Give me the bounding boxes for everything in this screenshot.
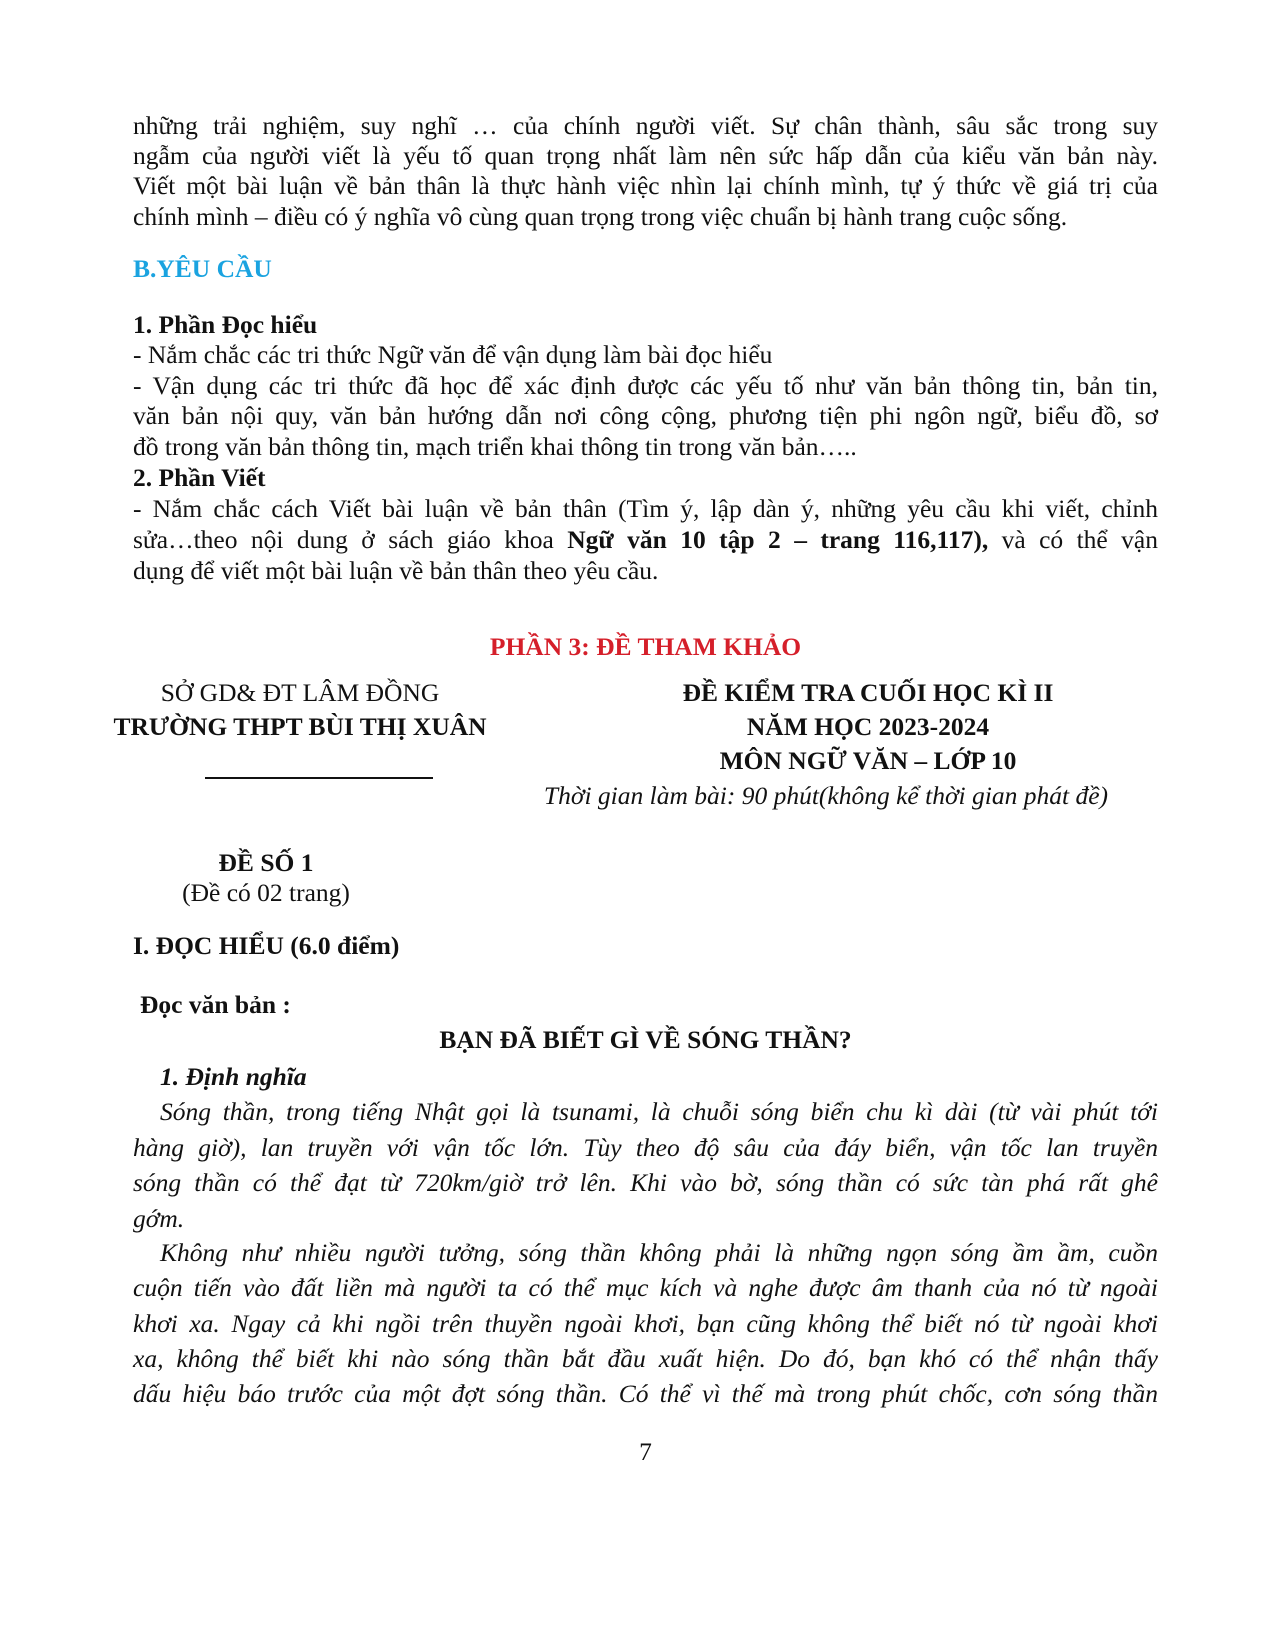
- part1-line: đồ trong văn bản thông tin, mạch triển khai thông tin trong văn bản…..: [133, 432, 857, 461]
- definition-subheading: 1. Định nghĩa: [160, 1062, 307, 1091]
- passage-line: cuộn tiến vào đất liền mà người ta có thể mục kích và nghe được âm thanh của nó từ ngoài: [133, 1273, 1158, 1302]
- passage-line: gớm.: [133, 1204, 185, 1233]
- section-b-heading: B.YÊU CẦU: [133, 254, 272, 283]
- subject-grade: MÔN NGỮ VĂN – LỚP 10: [719, 746, 1017, 775]
- intro-line: Viết một bài luận về bản thân là thực hành việc nhìn lại chính mình, tự ý thức về giá trị của: [133, 171, 1158, 200]
- part2-line: dụng để viết một bài luận về bản thân theo yêu cầu.: [133, 556, 659, 585]
- part1-line: văn bản nội quy, văn bản hướng dẫn nơi công cộng, phương tiện phi ngôn ngữ, biểu đồ, sơ: [133, 401, 1158, 430]
- passage-line: xa, không thể biết khi nào sóng thần bắt đầu xuất hiện. Do đó, bạn khó có thể nhận thấy: [133, 1344, 1158, 1373]
- department-name: SỞ GD& ĐT LÂM ĐỒNG: [160, 678, 440, 707]
- page-number: 7: [639, 1437, 652, 1466]
- school-name: TRƯỜNG THPT BÙI THỊ XUÂN: [113, 712, 487, 741]
- passage-line: Sóng thần, trong tiếng Nhật gọi là tsunami, là chuỗi sóng biển chu kì dài (từ vài phút tới: [160, 1097, 1158, 1126]
- part2-title: 2. Phần Viết: [133, 463, 266, 492]
- exam-page-count: (Đề có 02 trang): [182, 878, 350, 907]
- passage-line: khơi xa. Ngay cả khi ngồi trên thuyền ngoài khơi, bạn cũng không thể biết nó từ ngoài khơi: [133, 1309, 1158, 1338]
- exam-number: ĐỀ SỐ 1: [218, 848, 314, 877]
- time-allowed: Thời gian làm bài: 90 phút(không kể thời gian phát đề): [543, 781, 1108, 810]
- school-underline: [205, 777, 433, 779]
- exam-title: ĐỀ KIỂM TRA CUỐI HỌC KÌ II: [682, 678, 1054, 707]
- part1-line: - Nắm chắc các tri thức Ngữ văn để vận dụng làm bài đọc hiểu: [133, 340, 773, 369]
- part1-line: - Vận dụng các tri thức đã học để xác định được các yếu tố như văn bản thông tin, bản tin,: [133, 371, 1158, 400]
- read-label: Đọc văn bản :: [140, 990, 291, 1019]
- part3-heading: PHẦN 3: ĐỀ THAM KHẢO: [489, 632, 802, 661]
- passage-title: BẠN ĐÃ BIẾT GÌ VỀ SÓNG THẦN?: [439, 1025, 852, 1054]
- part2-text: và có thể vận: [988, 525, 1158, 554]
- part1-title: 1. Phần Đọc hiểu: [133, 310, 318, 339]
- reading-section-heading: I. ĐỌC HIỂU (6.0 điểm): [133, 931, 400, 960]
- passage-line: hàng giờ), lan truyền với vận tốc lớn. Tùy theo độ sâu của đáy biển, vận tốc lan truyền: [133, 1133, 1158, 1162]
- school-year: NĂM HỌC 2023-2024: [746, 712, 990, 741]
- part2-text: sửa…theo nội dung ở sách giáo khoa: [133, 525, 568, 554]
- passage-line: Không như nhiều người tưởng, sóng thần không phải là những ngọn sóng ầm ầm, cuồn: [160, 1238, 1158, 1267]
- passage-line: sóng thần có thể đạt từ 720km/giờ trở lên. Khi vào bờ, sóng thần có sức tàn phá rất ghê: [133, 1168, 1158, 1197]
- intro-line: ngẫm của người viết là yếu tố quan trọng nhất làm nên sức hấp dẫn của kiểu văn bản này.: [133, 141, 1158, 170]
- part2-line-mixed: [133, 524, 1158, 556]
- intro-line: những trải nghiệm, suy nghĩ … của chính người viết. Sự chân thành, sâu sắc trong suy: [133, 111, 1158, 140]
- passage-line: dấu hiệu báo trước của một đợt sóng thần. Có thể vì thế mà trong phút chốc, cơn sóng thần: [133, 1379, 1158, 1408]
- part2-line: - Nắm chắc cách Viết bài luận về bản thân (Tìm ý, lập dàn ý, những yêu cầu khi viết, chỉnh: [133, 494, 1158, 523]
- textbook-reference: Ngữ văn 10 tập 2 – trang 116,117),: [567, 525, 989, 554]
- intro-line: chính mình – điều có ý nghĩa vô cùng quan trọng trong việc chuẩn bị hành trang cuộc sống.: [133, 202, 1068, 231]
